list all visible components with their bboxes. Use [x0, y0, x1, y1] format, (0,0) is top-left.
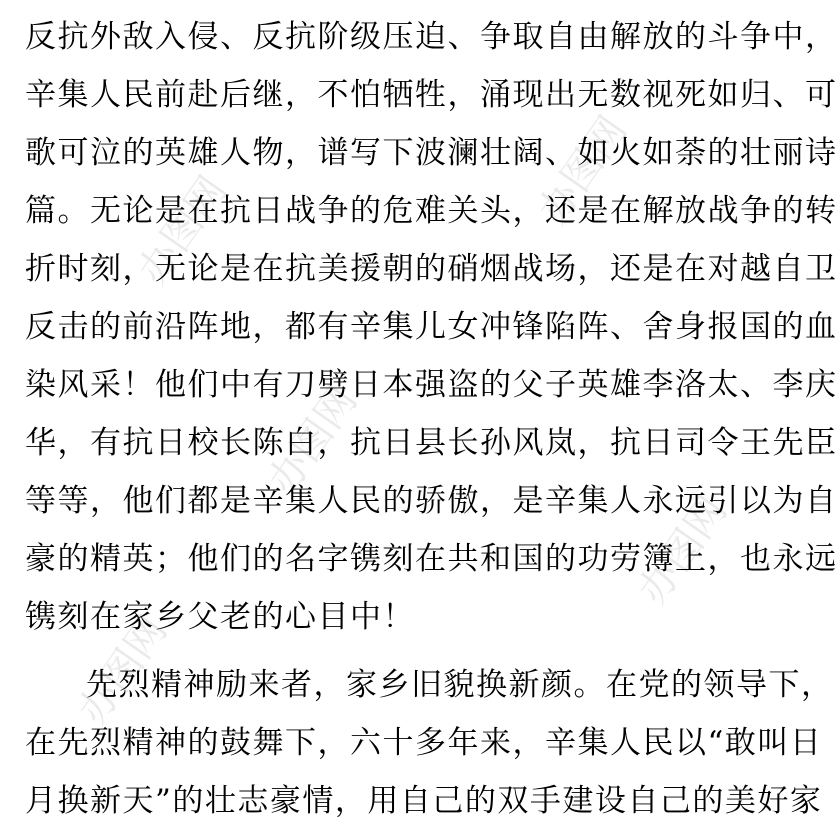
text-line: 豪的精英；他们的名字镌刻在共和国的功劳簿上，也永远: [25, 541, 838, 577]
text-line: 镌刻在家乡父老的心目中！: [25, 599, 415, 635]
text-line: 反击的前沿阵地，都有辛集儿女冲锋陷阵、舍身报国的血: [25, 309, 838, 345]
text-line: 染风采！他们中有刀劈日本强盗的父子英雄李洛太、李庆: [25, 367, 838, 403]
text-line: 华，有抗日校长陈白，抗日县长孙风岚，抗日司令王先臣: [25, 425, 838, 461]
text-line: 折时刻，无论是在抗美援朝的硝烟战场，还是在对越自卫: [25, 251, 838, 287]
watermark: 办图网: [529, 108, 637, 233]
text-line: 歌可泣的英雄人物，谱写下波澜壮阔、如火如荼的壮丽诗: [25, 135, 838, 171]
watermark: 办图网: [69, 608, 177, 733]
text-line: 先烈精神励来者，家乡旧貌换新颜。在党的领导下，: [86, 667, 834, 703]
text-line: 在先烈精神的鼓舞下，六十多年来，辛集人民以“敢叫日: [25, 725, 823, 761]
watermark: 办图网: [629, 488, 737, 613]
text-line: 等等，他们都是辛集人民的骄傲，是辛集人永远引以为自: [25, 483, 838, 519]
watermark: 办图网: [259, 378, 367, 503]
watermark: 办图网: [129, 168, 237, 293]
text-line: 月换新天”的壮志豪情，用自己的双手建设自己的美好家: [25, 783, 823, 819]
text-line: 辛集人民前赴后继，不怕牺牲，涌现出无数视死如归、可: [25, 77, 838, 113]
text-line: 篇。无论是在抗日战争的危难关头，还是在解放战争的转: [25, 193, 838, 229]
text-line: 反抗外敌入侵、反抗阶级压迫、争取自由解放的斗争中，: [25, 19, 838, 55]
